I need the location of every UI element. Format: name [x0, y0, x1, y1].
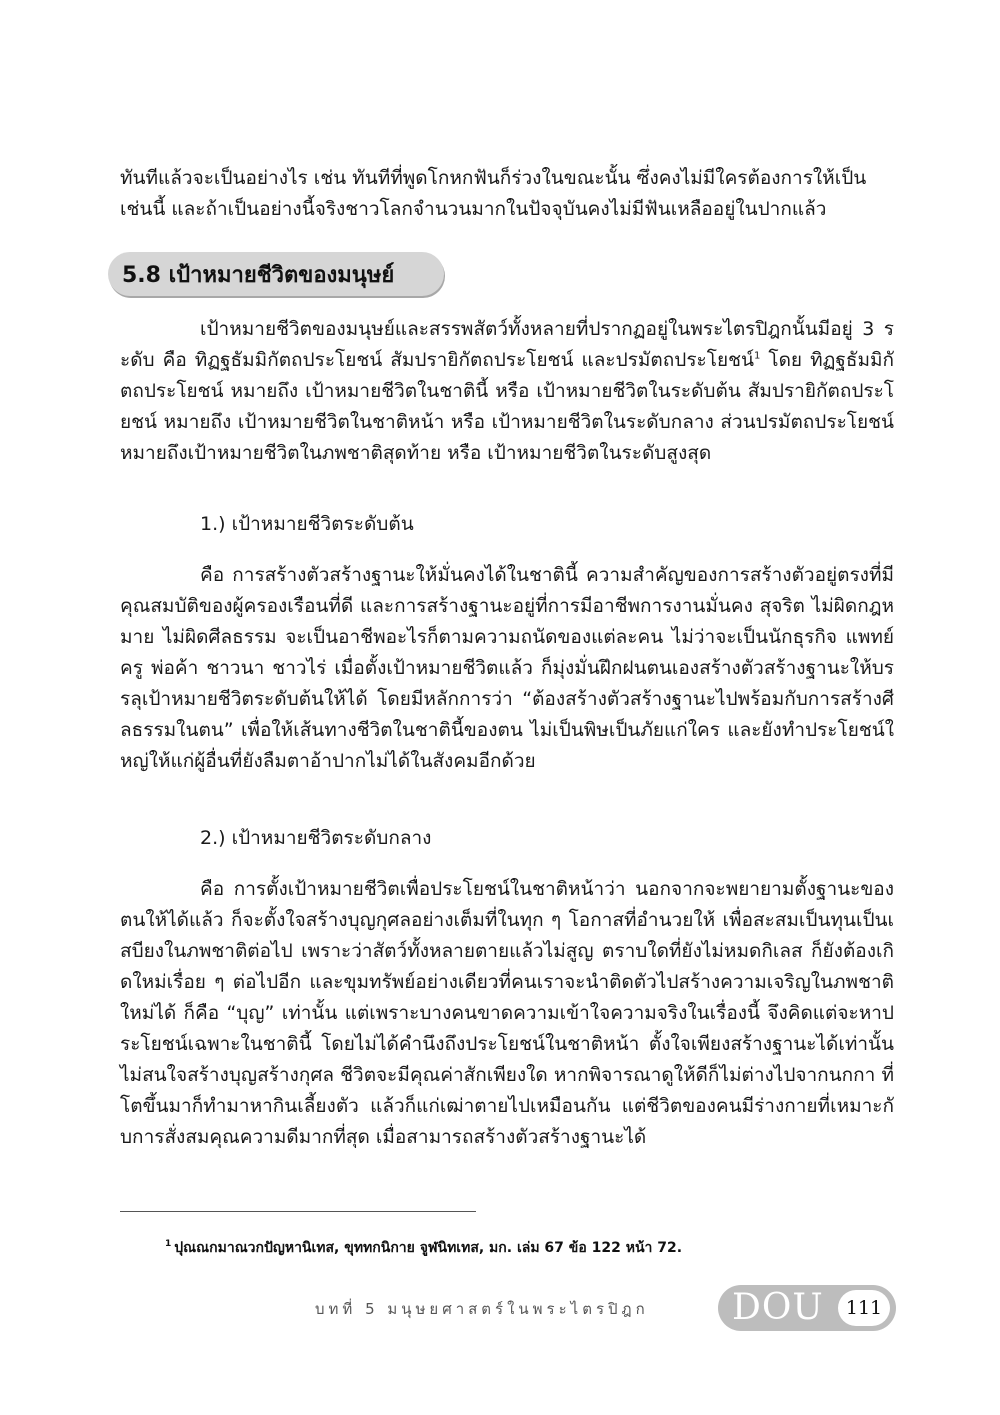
- intro-line-2: เช่นนี้ และถ้าเป็นอย่างนี้จริงชาวโลกจำนวนมากในปัจจุบันคงไม่มีฟันเหลืออยู่ในปากแล้ว: [120, 198, 827, 220]
- paragraph-level-2: คือ การตั้งเป้าหมายชีวิตเพื่อประโยชน์ในชาติหน้าว่า นอกจากจะพยายามตั้งฐานะของตนให้ได้แล้ว ก็จะตั้งใจสร้างบุญกุศลอย่างเต็มที่ในทุก ๆ โอกาสที่อำนวยให้ เพื่อสะสมเป็นทุนเป็นเสบียงในภพชาติต่อไป เพราะว่าสัตว์ทั้งหลายตายแล้วไม่สูญ ตราบใดที่ยังไม่หมดกิเลส ก็ยังต้องเกิดใหม่เรื่อย ๆ ต่อไปอีก และขุมทรัพย์อย่างเดียวที่คนเราจะนำติดตัวไปสร้างความเจริญในภพชาติใหม่ได้ ก็คือ “บุญ” เท่านั้น แต่เพราะบางคนขาดความเข้าใจความจริงในเรื่องนี้ จึงคิดแต่จะหาประโยชน์เฉพาะในชาตินี้ โดยไม่ได้คำนึงถึงประโยชน์ในชาติหน้า ตั้งใจเพียงสร้างฐานะได้เท่านั้น ไม่สนใจสร้างบุญสร้างกุศล ชีวิตจะมีคุณค่าสักเพียงใด หากพิจารณาดูให้ดีก็ไม่ต่างไปจากนกกา ที่โตขึ้นมาก็ทำมาหากินเลี้ยงตัว แล้วก็แก่เฒ่าตายไปเหมือนกัน แต่ชีวิตของคนมีร่างกายที่เหมาะกับการสั่งสมคุณความดีมากที่สุด เมื่อสามารถสร้างตัวสร้างฐานะได้: [120, 878, 894, 1148]
- section-title: 5.8 เป้าหมายชีวิตของมนุษย์: [122, 262, 395, 288]
- footnote: [165, 1237, 682, 1259]
- section-heading-pill: [108, 252, 444, 296]
- page-badge: [718, 1285, 896, 1331]
- paragraph-level-1: คือ การสร้างตัวสร้างฐานะให้มั่นคงได้ในชาตินี้ ความสำคัญของการสร้างตัวอยู่ตรงที่มีคุณสมบัติของผู้ครองเรือนที่ดี และการสร้างฐานะอยู่ที่การมีอาชีพการงานมั่นคง สุจริต ไม่ผิดกฎหมาย ไม่ผิดศีลธรรม จะเป็นอาชีพอะไรก็ตามความถนัดของแต่ละคน ไม่ว่าจะเป็นนักธุรกิจ แพทย์ ครู พ่อค้า ชาวนา ชาวไร่ เมื่อตั้งเป้าหมายชีวิตแล้ว ก็มุ่งมั่นฝึกฝนตนเองสร้างตัวสร้างฐานะให้บรรลุเป้าหมายชีวิตระดับต้นให้ได้ โดยมีหลักการว่า “ต้องสร้างตัวสร้างฐานะไปพร้อมกับการสร้างศีลธรรมในตน” เพื่อให้เส้นทางชีวิตในชาตินี้ของตน ไม่เป็นพิษเป็นภัยแก่ใคร และยังทำประโยชน์ใหญ่ให้แก่ผู้อื่นที่ยังลืมตาอ้าปากไม่ได้ในสังคมอีกด้วย: [120, 564, 894, 772]
- subheading-level-1: 1.) เป้าหมายชีวิตระดับต้น: [200, 513, 414, 535]
- dou-logo: DOU: [732, 1287, 824, 1328]
- footnote-text: ปุณณกมาณวกปัญหานิเทส, ขุททกนิกาย จูฬนิทเทส, มก. เล่ม 67 ข้อ 122 หน้า 72.: [174, 1240, 683, 1256]
- paragraph-goals-text-b: โดย ทิฏฐธัมมิกัตถประโยชน์ หมายถึง เป้าหมายชีวิตในชาตินี้ หรือ เป้าหมายชีวิตในระดับต้น สัมปรายิกัตถประโยชน์ หมายถึง เป้าหมายชีวิตในชาติหน้า หรือ เป้าหมายชีวิตในระดับกลาง ส่วนปรมัตถประโยชน์หมายถึงเป้าหมายชีวิตในภพชาติสุดท้าย หรือ เป้าหมายชีวิตในระดับสูงสุด: [120, 349, 895, 464]
- running-title: บทที่ 5 มนุษยศาสตร์ในพระไตรปิฎก: [315, 1300, 649, 1318]
- footnote-marker: 1: [165, 1239, 172, 1250]
- subheading-level-2: 2.) เป้าหมายชีวิตระดับกลาง: [200, 827, 432, 849]
- footnote-divider: [120, 1211, 476, 1212]
- intro-paragraph: [120, 163, 894, 225]
- intro-line-1: ทันทีแล้วจะเป็นอย่างไร เช่น ทันทีที่พูดโกหกฟันก็ร่วงในขณะนั้น ซึ่งคงไม่มีใครต้องการให้เป็น: [120, 167, 867, 189]
- footnote-reference: 1: [753, 350, 761, 362]
- paragraph-goals-overview: [120, 314, 894, 469]
- paragraph-goals-text-a: เป้าหมายชีวิตของมนุษย์และสรรพสัตว์ทั้งหลายที่ปรากฏอยู่ในพระไตรปิฎกนั้นมีอยู่ 3 ระดับ คือ ทิฏฐธัมมิกัตถประโยชน์ สัมปรายิกัตถประโยชน์ และปรมัตถประโยชน์: [120, 318, 894, 371]
- page-number: 111: [838, 1290, 890, 1326]
